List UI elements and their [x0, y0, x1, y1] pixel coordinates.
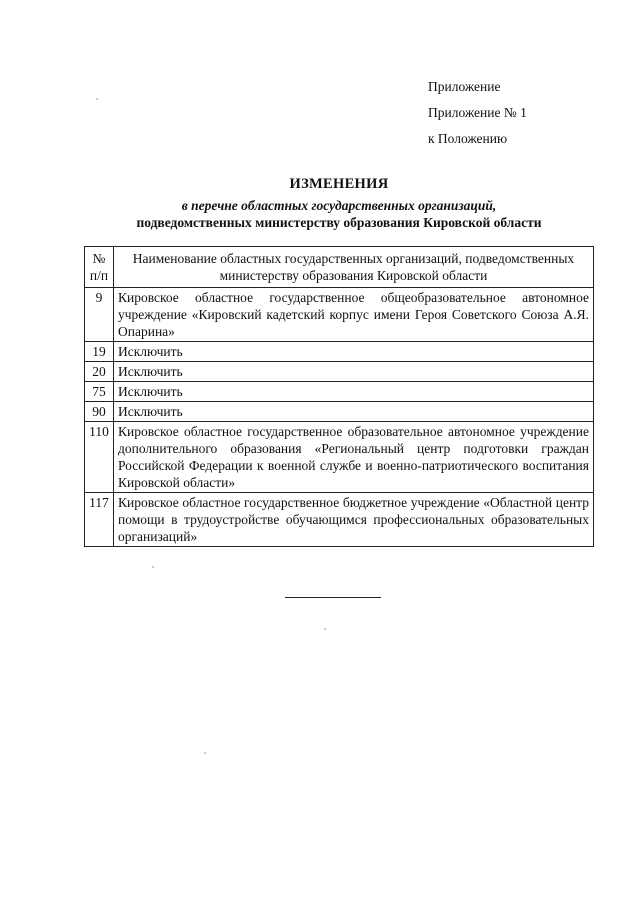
scan-speck — [324, 628, 326, 630]
row-organization-name: Кировское областное государственное общеобразовательное автономное учреждение «Кировский кадетский корпус имени Героя Советского Союза А.Я. Опарина» — [114, 288, 594, 342]
table-row — [85, 342, 594, 362]
title-subtitle-2: подведомственных министерству образования Кировской области — [136, 215, 542, 230]
row-number: 20 — [85, 362, 114, 382]
table-row — [85, 382, 594, 402]
row-organization-name: Исключить — [114, 342, 594, 362]
header-number: № п/п — [85, 247, 114, 288]
scan-speck — [204, 752, 206, 754]
appendix-line-1: Приложение — [428, 79, 501, 94]
table-row — [85, 493, 594, 547]
table-row — [85, 288, 594, 342]
scan-speck — [96, 98, 98, 100]
row-number: 9 — [85, 288, 114, 342]
closing-rule — [285, 597, 381, 598]
appendix-line-2: Приложение № 1 — [428, 105, 527, 120]
row-number: 75 — [85, 382, 114, 402]
scan-speck — [152, 566, 154, 568]
row-number: 117 — [85, 493, 114, 547]
table-row — [85, 402, 594, 422]
table-row — [85, 362, 594, 382]
row-number: 110 — [85, 422, 114, 493]
table-header-row — [85, 247, 594, 288]
row-organization-name: Кировское областное государственное образовательное автономное учреждение дополнительного образования «Региональный центр подготовки граждан Российской Федерации к военной службе и военно-патриотического воспитания Кировской области» — [114, 422, 594, 493]
appendix-header — [428, 74, 527, 152]
row-number: 19 — [85, 342, 114, 362]
title-main: ИЗМЕНЕНИЯ — [289, 176, 389, 192]
changes-table — [84, 246, 594, 547]
header-organization-name: Наименование областных государственных организаций, подведомственных министерству образования Кировской области — [114, 247, 594, 288]
row-organization-name: Исключить — [114, 382, 594, 402]
table-row — [85, 422, 594, 493]
row-organization-name: Исключить — [114, 402, 594, 422]
document-title — [84, 176, 594, 231]
row-number: 90 — [85, 402, 114, 422]
title-subtitle-1: в перечне областных государственных организаций, — [181, 198, 497, 213]
row-organization-name: Кировское областное государственное бюджетное учреждение «Областной центр помощи в трудоустройстве обучающимся профессиональных образовательных организаций» — [114, 493, 594, 547]
appendix-line-3: к Положению — [428, 131, 508, 146]
row-organization-name: Исключить — [114, 362, 594, 382]
